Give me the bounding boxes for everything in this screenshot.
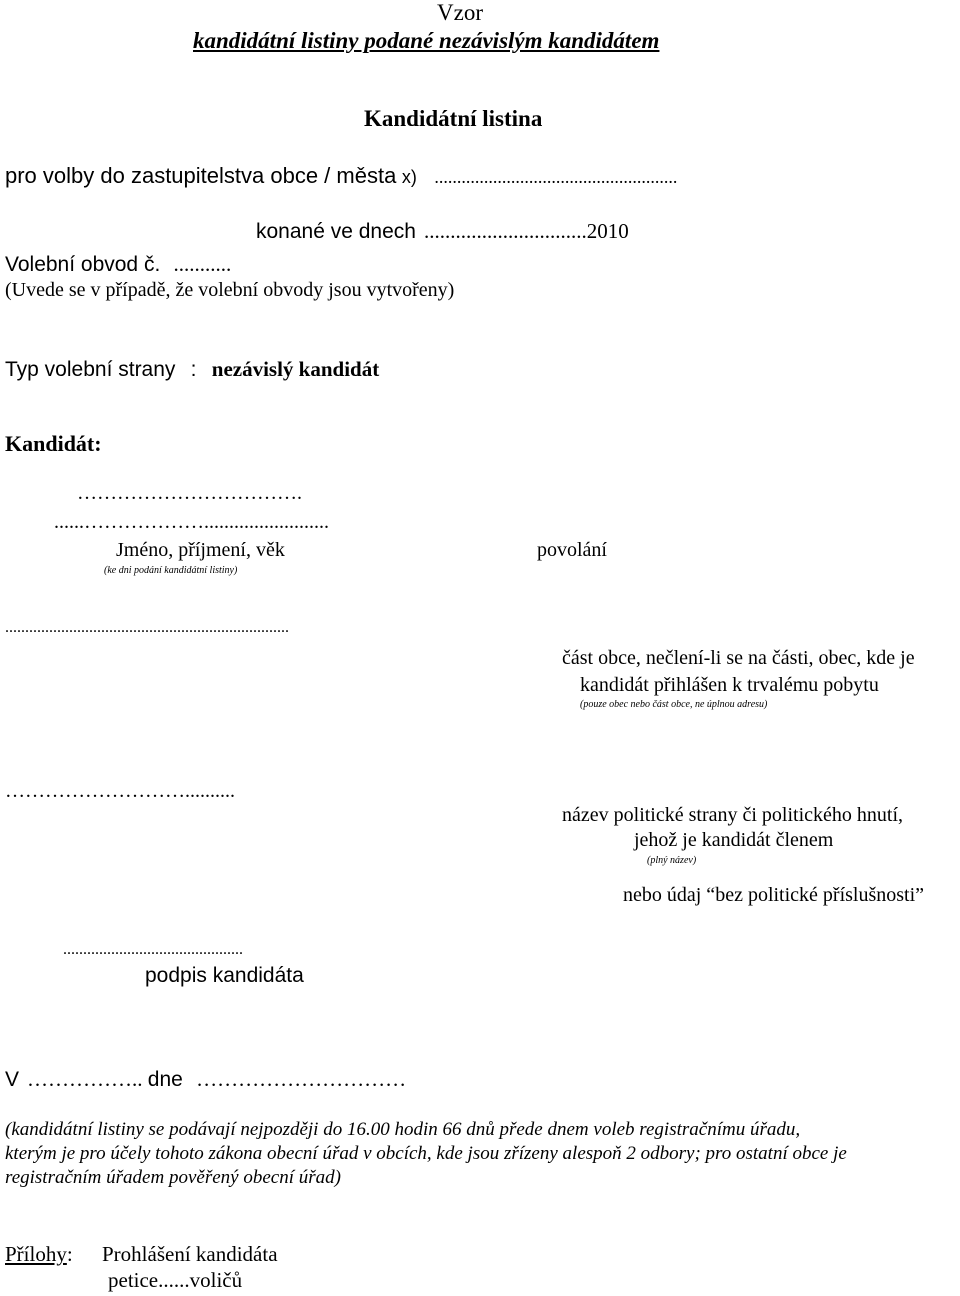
party-blank: ……………………….......... xyxy=(5,780,235,802)
party-type-colon: : xyxy=(190,358,197,381)
election-held-label: konané ve dnech xyxy=(256,220,416,243)
deadline-note-line3: registračním úřadem pověřený obecní úřad) xyxy=(5,1167,341,1188)
name-label: Jméno, příjmení, věk xyxy=(116,539,285,561)
date-blank: ………………………… xyxy=(196,1067,407,1091)
signature-label: podpis kandidáta xyxy=(145,964,304,987)
district-note: (Uvede se v případě, že volební obvody jsou vytvořeny) xyxy=(5,279,455,301)
profession-label: povolání xyxy=(537,539,607,561)
party-note: (plný název) xyxy=(647,855,697,866)
place-date-line xyxy=(5,1069,406,1090)
document-subtitle: kandidátní listiny podané nezávislým kandidátem xyxy=(193,28,660,53)
place-blank: …………….. xyxy=(27,1067,143,1091)
district-blank: ........... xyxy=(173,252,232,276)
attachments-colon: : xyxy=(66,1242,73,1266)
address-blank: ....................................................................... xyxy=(5,619,289,636)
party-type-label: Typ volební strany xyxy=(5,358,176,381)
district-label: Volební obvod č. xyxy=(5,253,161,276)
deadline-note-line1: (kandidátní listiny se podávají nejpozději do 16.00 hodin 66 dnů přede dnem voleb registračnímu úřadu, xyxy=(5,1119,801,1140)
address-label-2: kandidát přihlášen k trvalému pobytu xyxy=(580,674,879,696)
attachment-item-2: petice......voličů xyxy=(108,1268,243,1292)
election-held-blank: ............................... xyxy=(423,219,587,243)
election-year: 2010 xyxy=(586,219,629,243)
candidate-heading: Kandidát: xyxy=(5,431,102,456)
party-type-line xyxy=(5,359,379,380)
attachment-item-1: Prohlášení kandidáta xyxy=(102,1242,278,1266)
vzor-label: Vzor xyxy=(437,0,483,25)
election-held-line xyxy=(256,221,629,242)
party-label-1: název politické strany či politického hnutí, xyxy=(562,804,904,826)
election-purpose: pro volby do zastupitelstva obce / města xyxy=(5,163,397,188)
document-title: Kandidátní listina xyxy=(364,106,543,131)
attachments-line xyxy=(5,1244,73,1265)
attachments-label: Přílohy xyxy=(5,1242,67,1266)
election-purpose-line xyxy=(5,165,677,187)
signature-blank: ............................................. xyxy=(63,941,243,958)
deadline-note-line2: kterým je pro účely tohoto zákona obecní úřad v obcích, kde jsou zřízeny alespoň 2 odbory; pro ostatní obce je xyxy=(5,1143,847,1164)
candidate-dots-line1: ……………………………. xyxy=(77,482,302,504)
district-line xyxy=(5,254,231,275)
party-label-2: jehož je kandidát členem xyxy=(634,829,834,851)
footnote-x-mark: x) xyxy=(401,167,417,187)
address-note: (pouze obec nebo část obce, ne úplnou adresu) xyxy=(580,699,768,710)
place-prefix: V xyxy=(5,1068,20,1091)
name-note: (ke dni podání kandidátní listiny) xyxy=(104,565,238,576)
election-purpose-blank: ...................................................... xyxy=(434,167,678,187)
candidate-dots-line2: ......………………......................... xyxy=(54,511,329,533)
party-type-value: nezávislý kandidát xyxy=(211,357,380,381)
party-alternative: nebo údaj “bez politické příslušnosti” xyxy=(623,884,925,906)
date-label: dne xyxy=(147,1068,183,1091)
address-label-1: část obce, nečlení-li se na části, obec, kde je xyxy=(562,647,915,669)
